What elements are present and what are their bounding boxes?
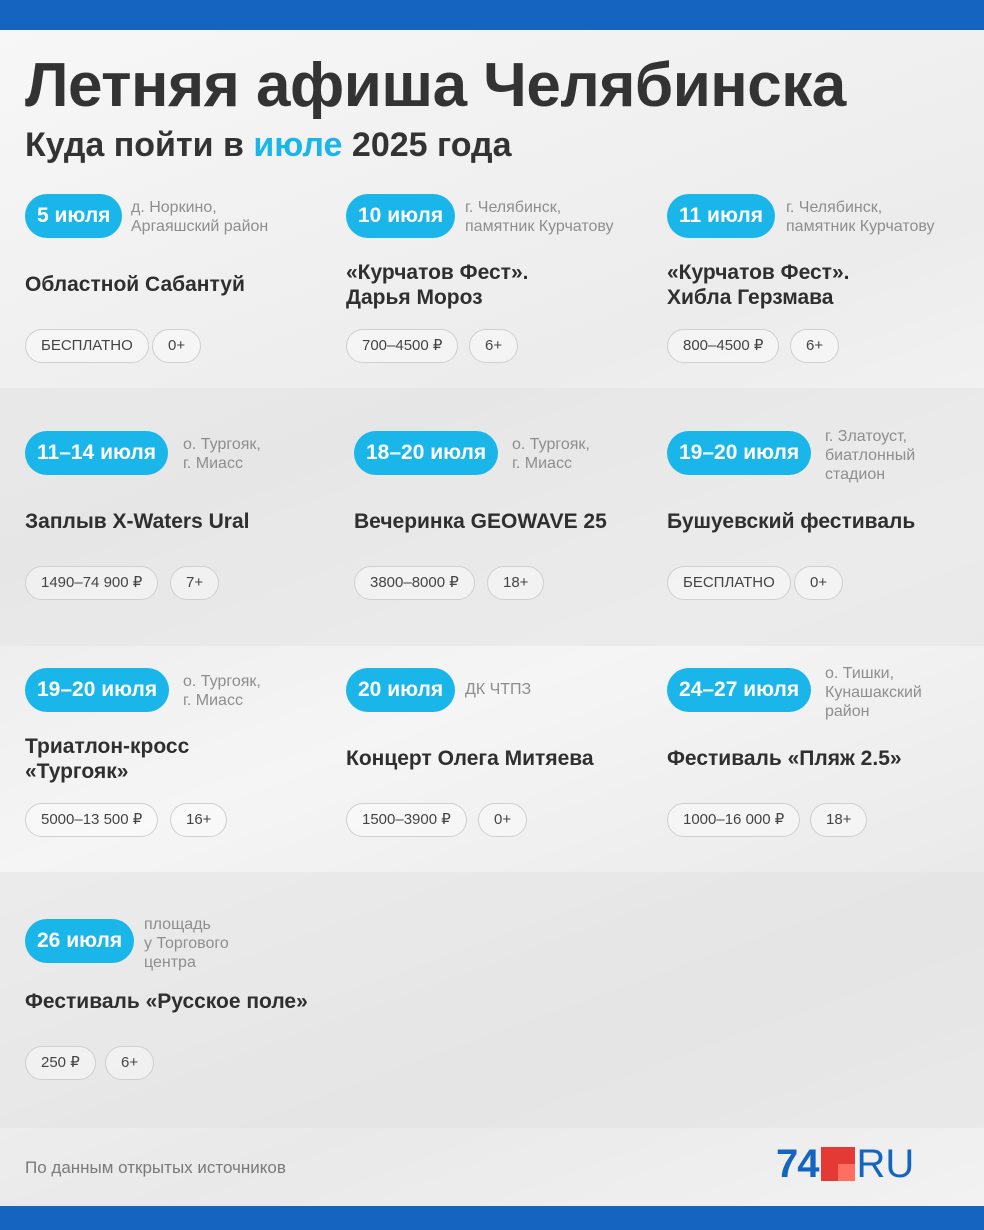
age-tag: 6+ (105, 1046, 154, 1080)
price-tag: 1500–3900 ₽ (346, 803, 467, 837)
logo-square-icon (821, 1147, 855, 1181)
event-card (346, 194, 656, 424)
price-tag: 1000–16 000 ₽ (667, 803, 800, 837)
event-place: г. Челябинск, памятник Курчатову (786, 199, 935, 235)
page-subtitle (25, 126, 512, 165)
event-name: Заплыв X-Waters Ural (25, 510, 250, 533)
source-note: По данным открытых источников (25, 1158, 286, 1177)
subtitle-year: 2025 года (342, 126, 512, 164)
event-card (25, 194, 335, 424)
event-place: о. Тургояк, г. Миасс (183, 436, 261, 472)
event-name: Бушуевский фестиваль (667, 510, 916, 533)
price-tag: 700–4500 ₽ (346, 329, 458, 363)
price-tag: 3800–8000 ₽ (354, 566, 475, 600)
event-card (346, 668, 656, 898)
event-name: Фестиваль «Пляж 2.5» (667, 747, 902, 770)
age-tag: 6+ (469, 329, 518, 363)
bottom-bar (0, 1206, 984, 1230)
event-date: 5 июля (25, 194, 122, 238)
event-date: 20 июля (346, 668, 455, 712)
age-tag: 18+ (487, 566, 544, 600)
price-tag: 800–4500 ₽ (667, 329, 779, 363)
age-tag: 0+ (478, 803, 527, 837)
event-name: «Курчатов Фест». Хибла Герзмава (667, 261, 850, 309)
event-card (667, 194, 977, 424)
event-date: 18–20 июля (354, 431, 498, 475)
price-tag: 1490–74 900 ₽ (25, 566, 158, 600)
event-date: 19–20 июля (667, 431, 811, 475)
event-date: 26 июля (25, 919, 134, 963)
event-place: о. Тишки, Кунашакский район (825, 665, 922, 720)
price-tag: БЕСПЛАТНО (25, 329, 149, 363)
event-name: Концерт Олега Митяева (346, 747, 594, 770)
top-bar (0, 0, 984, 30)
event-card (25, 916, 335, 1149)
event-place: г. Челябинск, памятник Курчатову (465, 199, 614, 235)
price-tag: БЕСПЛАТНО (667, 566, 791, 600)
event-card (25, 431, 335, 661)
age-tag: 0+ (794, 566, 843, 600)
event-name: Вечеринка GEOWAVE 25 (354, 510, 607, 533)
event-place: г. Златоуст, биатлонный стадион (825, 428, 916, 483)
price-tag: 250 ₽ (25, 1046, 96, 1080)
site-logo (776, 1141, 915, 1186)
event-name: Триатлон-кросс «Тургояк» (25, 735, 190, 783)
event-card (25, 668, 335, 898)
event-date: 11 июля (667, 194, 775, 238)
event-place: ДК ЧТПЗ (465, 681, 532, 698)
event-date: 10 июля (346, 194, 455, 238)
event-date: 24–27 июля (667, 668, 811, 712)
event-date: 11–14 июля (25, 431, 168, 475)
event-name: Областной Сабантуй (25, 273, 245, 296)
event-card (667, 665, 977, 898)
age-tag: 0+ (152, 329, 201, 363)
age-tag: 6+ (790, 329, 839, 363)
subtitle-text: Куда пойти в (25, 126, 254, 164)
page-title: Летняя афиша Челябинска (25, 51, 846, 120)
age-tag: 16+ (170, 803, 227, 837)
event-name: «Курчатов Фест». Дарья Мороз (346, 261, 529, 309)
event-place: о. Тургояк, г. Миасс (183, 673, 261, 709)
event-place: площадь у Торгового центра (144, 916, 229, 971)
age-tag: 18+ (810, 803, 867, 837)
age-tag: 7+ (170, 566, 219, 600)
event-card (667, 428, 977, 661)
event-name: Фестиваль «Русское поле» (25, 990, 308, 1013)
event-card (354, 431, 664, 661)
event-place: о. Тургояк, г. Миасс (512, 436, 590, 472)
logo-suffix: RU (856, 1141, 915, 1186)
subtitle-month: июле (253, 126, 343, 164)
logo-number: 74 (776, 1141, 819, 1186)
event-date: 19–20 июля (25, 668, 169, 712)
event-place: д. Норкино, Аргаяшский район (131, 199, 269, 235)
price-tag: 5000–13 500 ₽ (25, 803, 158, 837)
